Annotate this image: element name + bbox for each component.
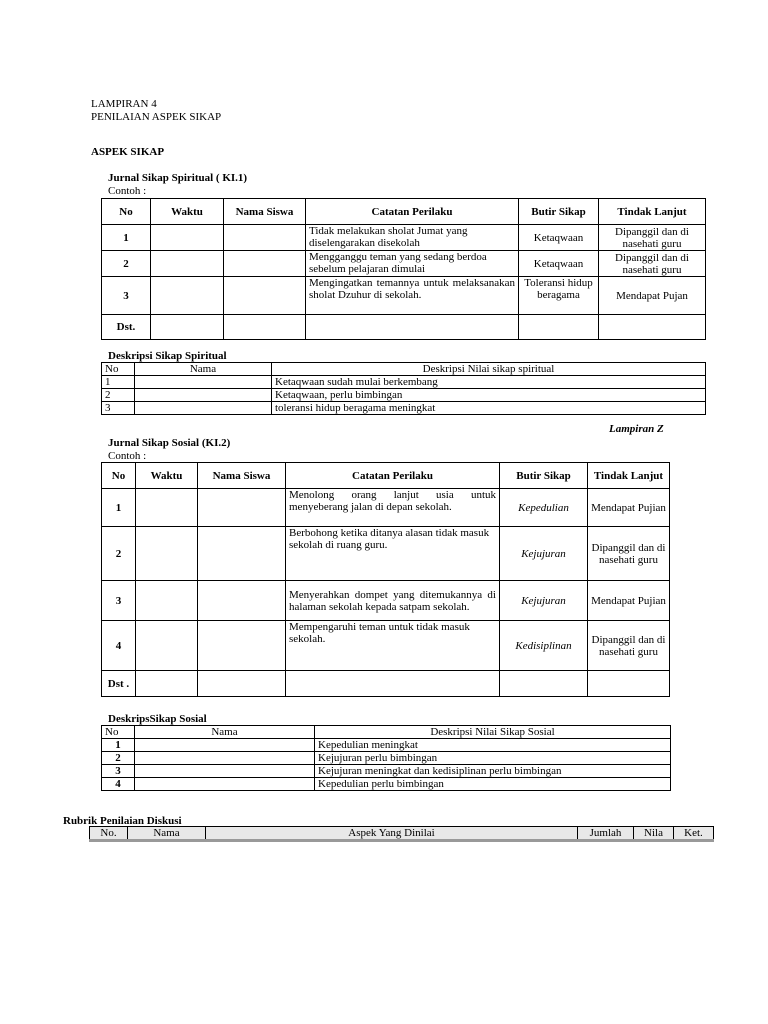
cell-waktu [151,251,224,277]
cell-nama [198,671,286,697]
header-no: No [102,726,135,739]
cell-tindak: Dipanggil dan di nasehati guru [599,251,706,277]
cell-butir: Kedisiplinan [500,621,588,671]
cell-waktu [151,277,224,315]
cell-no: 1 [102,376,135,389]
header-tindak: Tindak Lanjut [588,463,670,489]
table-header-row [102,726,671,739]
table-row [102,752,671,765]
lampiran-z-label: Lampiran Z [609,423,664,435]
cell-no: Dst. [102,315,151,340]
cell-nama [198,489,286,527]
header-ket: Ket. [674,827,714,841]
cell-deskripsi: Kepedulian meningkat [315,739,671,752]
cell-no: 2 [102,752,135,765]
cell-butir [519,315,599,340]
header-no: No. [90,827,128,841]
cell-waktu [136,581,198,621]
cell-no: 1 [102,225,151,251]
table-row [102,489,670,527]
cell-catatan: Mengingatkan temannya untuk melaksanakan sholat Dzuhur di sekolah. [306,277,519,315]
cell-tindak: Dipanggil dan di nasehati guru [588,621,670,671]
cell-deskripsi: Kejujuran perlu bimbingan [315,752,671,765]
cell-nama [135,376,272,389]
cell-butir: Kejujuran [500,581,588,621]
cell-no: 1 [102,489,136,527]
header-catatan: Catatan Perilaku [286,463,500,489]
table-row [102,621,670,671]
cell-deskripsi: toleransi hidup beragama meningkat [272,402,706,415]
lampiran-label: LAMPIRAN 4 [91,98,157,110]
header-nama-siswa: Nama Siswa [198,463,286,489]
cell-waktu [151,315,224,340]
cell-tindak [588,671,670,697]
cell-waktu [151,225,224,251]
header-no: No [102,199,151,225]
cell-butir: Ketaqwaan [519,251,599,277]
table-header-row [102,463,670,489]
cell-tindak: Mendapat Pujian [588,581,670,621]
cell-nama [224,251,306,277]
header-nama-siswa: Nama Siswa [224,199,306,225]
cell-butir [500,671,588,697]
cell-deskripsi: Ketaqwaan sudah mulai berkembang [272,376,706,389]
header-nilai: Nila [634,827,674,841]
cell-no: 3 [102,765,135,778]
cell-no: 2 [102,251,151,277]
cell-waktu [136,527,198,581]
cell-no: 2 [102,389,135,402]
table-row [102,402,706,415]
cell-tindak: Dipanggil dan di nasehati guru [599,225,706,251]
cell-catatan: Menyerahkan dompet yang ditemukannya di halaman sekolah kepada satpam sekolah. [286,581,500,621]
spiritual-journal-title: Jurnal Sikap Spiritual ( KI.1) [108,172,248,184]
cell-catatan [286,671,500,697]
social-journal-table [101,462,670,697]
header-deskripsi: Deskripsi Nilai Sikap Sosial [315,726,671,739]
cell-tindak: Mendapat Pujan [599,277,706,315]
table-header-row [90,827,714,841]
social-desc-title: DeskripsSikap Sosial [108,713,207,725]
table-row [102,581,670,621]
table-row [102,671,670,697]
spiritual-desc-table [101,362,706,415]
cell-no: 4 [102,621,136,671]
header-aspek: Aspek Yang Dinilai [206,827,578,841]
social-desc-table [101,725,671,791]
header-no: No [102,363,135,376]
cell-nama [224,225,306,251]
header-jumlah: Jumlah [578,827,634,841]
cell-nama [224,315,306,340]
cell-tindak: Dipanggil dan di nasehati guru [588,527,670,581]
table-row [102,778,671,791]
cell-nama [135,402,272,415]
table-row [102,527,670,581]
header-deskripsi: Deskripsi Nilai sikap spiritual [272,363,706,376]
cell-nama [198,621,286,671]
table-header-row [102,199,706,225]
table-header-row [102,363,706,376]
cell-butir: Ketaqwaan [519,225,599,251]
table-row [102,739,671,752]
rubrik-title: Rubrik Penilaian Diskusi [63,815,182,827]
header-nama: Nama [128,827,206,841]
cell-catatan: Berbohong ketika ditanya alasan tidak masuk sekolah di ruang guru. [286,527,500,581]
cell-butir: Kepedulian [500,489,588,527]
cell-nama [135,389,272,402]
cell-deskripsi: Kepedulian perlu bimbingan [315,778,671,791]
table-row [102,315,706,340]
section-title: ASPEK SIKAP [91,146,165,158]
spiritual-journal-table [101,198,706,340]
social-journal-example: Contoh : [108,450,147,462]
cell-catatan: Mempengaruhi teman untuk tidak masuk sekolah. [286,621,500,671]
table-row [102,389,706,402]
cell-nama [135,778,315,791]
header-butir: Butir Sikap [519,199,599,225]
spiritual-journal-example: Contoh : [108,185,147,197]
cell-no: Dst . [102,671,136,697]
header-waktu: Waktu [136,463,198,489]
header-catatan: Catatan Perilaku [306,199,519,225]
cell-waktu [136,671,198,697]
rubrik-table [89,826,714,842]
cell-waktu [136,489,198,527]
cell-no: 3 [102,581,136,621]
header-waktu: Waktu [151,199,224,225]
cell-no: 4 [102,778,135,791]
table-row [102,376,706,389]
header-nama: Nama [135,363,272,376]
table-row [102,765,671,778]
cell-catatan: Tidak melakukan sholat Jumat yang diselengarakan disekolah [306,225,519,251]
table-row [102,251,706,277]
cell-no: 3 [102,402,135,415]
cell-nama [135,739,315,752]
cell-no: 2 [102,527,136,581]
cell-nama [198,527,286,581]
cell-deskripsi: Kejujuran meningkat dan kedisiplinan perlu bimbingan [315,765,671,778]
cell-no: 3 [102,277,151,315]
cell-catatan: Mengganggu teman yang sedang berdoa sebelum pelajaran dimulai [306,251,519,277]
document-title: PENILAIAN ASPEK SIKAP [91,111,222,123]
cell-no: 1 [102,739,135,752]
social-journal-title: Jurnal Sikap Sosial (KI.2) [108,437,231,449]
cell-tindak: Mendapat Pujian [588,489,670,527]
header-tindak: Tindak Lanjut [599,199,706,225]
cell-catatan: Menolong orang lanjut usia untuk menyeberang jalan di depan sekolah. [286,489,500,527]
cell-nama [198,581,286,621]
header-no: No [102,463,136,489]
cell-tindak [599,315,706,340]
cell-catatan [306,315,519,340]
table-row [102,277,706,315]
cell-deskripsi: Ketaqwaan, perlu bimbingan [272,389,706,402]
cell-nama [135,765,315,778]
cell-butir: Toleransi hidup beragama [519,277,599,315]
cell-nama [135,752,315,765]
cell-nama [224,277,306,315]
cell-waktu [136,621,198,671]
spiritual-desc-title: Deskripsi Sikap Spiritual [108,350,227,362]
cell-butir: Kejujuran [500,527,588,581]
table-row [102,225,706,251]
header-butir: Butir Sikap [500,463,588,489]
header-nama: Nama [135,726,315,739]
